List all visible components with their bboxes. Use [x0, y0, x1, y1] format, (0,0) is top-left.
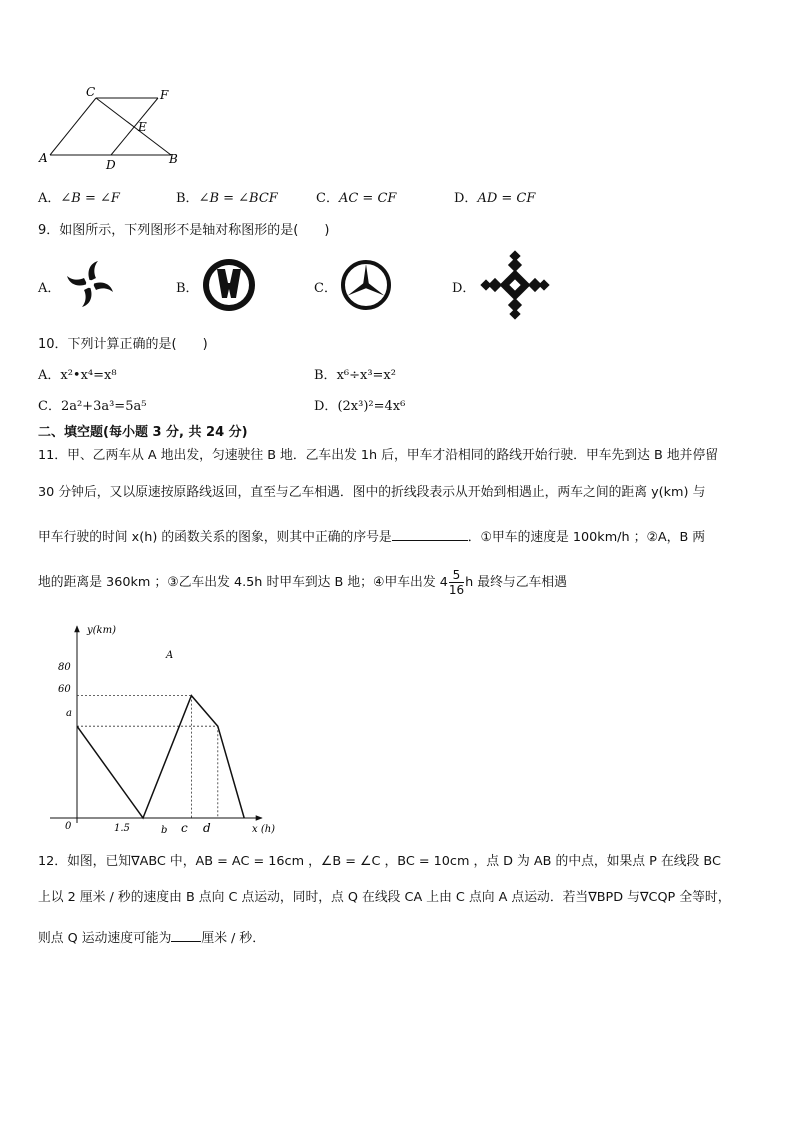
- q11-line-3-text: 甲车行驶的时间 x(h) 的函数关系的图象，则其中正确的序号是: [38, 530, 392, 545]
- vw-logo-icon[interactable]: [202, 258, 256, 312]
- q8-option-a[interactable]: [38, 187, 120, 206]
- y-axis-label: y(km): [87, 625, 116, 636]
- q10-option-a-letter: A．: [38, 368, 61, 383]
- q8-option-a-letter: A．: [38, 191, 61, 206]
- q8-option-a-text: ∠B = ∠F: [60, 191, 120, 206]
- q9-option-b-letter: B．: [176, 281, 199, 296]
- q11-fraction: [449, 568, 464, 597]
- x-tick-c: c: [181, 821, 188, 835]
- q10-stem: 10．下列计算正确的是( ): [38, 337, 208, 352]
- y-tick-80: 80: [58, 662, 71, 673]
- q8-option-c-letter: C．: [316, 191, 339, 206]
- label-d: D: [106, 158, 116, 170]
- q11-line-4: [38, 568, 567, 597]
- q8-option-c-text: AC = CF: [338, 191, 397, 206]
- parallelogram-figure: [36, 84, 186, 170]
- x-axis-label: x (h): [252, 824, 276, 835]
- q9-option-d-letter: D．: [452, 281, 476, 296]
- label-a: A: [39, 151, 48, 165]
- q12-answer-blank[interactable]: [171, 927, 201, 942]
- segment-cb: [96, 98, 171, 155]
- q10-option-c[interactable]: [38, 395, 146, 414]
- q8-option-b-letter: B．: [176, 191, 199, 206]
- q10-option-b-letter: B．: [314, 368, 337, 383]
- segment-ac: [50, 98, 96, 155]
- q10-option-d[interactable]: [314, 395, 405, 414]
- q8-option-c[interactable]: [316, 187, 396, 206]
- q10-option-c-text: 2a²+3a³=5a⁵: [60, 399, 147, 414]
- q12-line-3-text: 则点 Q 运动速度可能为: [38, 931, 172, 946]
- q11-line-2-unit: (km) 与: [658, 485, 706, 500]
- q12-line-3: [38, 927, 265, 948]
- cross-diamond-icon[interactable]: [480, 250, 550, 320]
- y-tick-a: a: [66, 708, 72, 719]
- q10-option-d-text: (2x³)²=4x⁶: [337, 399, 406, 414]
- segment-df: [111, 98, 158, 155]
- q11-line-1: 11．甲、乙两车从 A 地出发，匀速驶往 B 地．乙车出发 1h 后，甲车才沿相同的路线开始行驶．甲车先到达 B 地并停留: [38, 448, 719, 463]
- q10-option-b-text: x⁶÷x³=x²: [336, 368, 396, 383]
- q8-option-d-text: AD = CF: [477, 191, 536, 206]
- q10-option-a[interactable]: [38, 364, 117, 383]
- q12-line-2: 上以 2 厘米 / 秒的速度由 B 点向 C 点运动，同时，点 Q 在线段 CA 上由 C 点向 A 点运动．若当∇BPD 与∇CQP 全等时，: [38, 890, 731, 905]
- origin-label: 0: [65, 821, 72, 832]
- q11-line-4-text: 地的距离是 360km ；③乙车出发 4.5h 时甲车到达 B 地；④甲车出发 4: [38, 575, 448, 590]
- x-tick-1-5: 1.5: [114, 823, 130, 834]
- x-tick-d: d: [203, 821, 211, 835]
- mercedes-logo-icon[interactable]: [340, 259, 392, 311]
- q11-fraction-denominator: 16: [448, 583, 465, 597]
- q11-line-3: [38, 526, 705, 547]
- q8-option-b-text: ∠B = ∠BCF: [198, 191, 278, 206]
- q11-line-4-rest: h 最终与乙车相遇: [465, 575, 567, 590]
- section-title: 二、填空题(每小题 3 分, 共 24 分): [38, 425, 248, 440]
- q9-stem: 9．如图所示，下列图形不是轴对称图形的是( ): [38, 223, 330, 238]
- x-tick-b: b: [161, 825, 168, 836]
- label-e: E: [138, 120, 147, 134]
- q8-option-d-letter: D．: [454, 191, 478, 206]
- distance-time-graph: [40, 620, 290, 840]
- q8-option-b[interactable]: [176, 187, 278, 206]
- label-b: B: [169, 152, 178, 166]
- q11-line-3-rest: ．①甲车的速度是 100km/h ；②A，B 两: [467, 530, 706, 545]
- q10-option-c-letter: C．: [38, 399, 61, 414]
- distance-series-line: [77, 696, 244, 818]
- label-f: F: [160, 88, 169, 102]
- point-a-label: A: [166, 650, 174, 661]
- q11-line-2: [38, 484, 705, 502]
- q11-answer-blank[interactable]: [392, 526, 468, 541]
- q10-option-d-letter: D．: [314, 399, 338, 414]
- q9-option-a-letter: A．: [38, 281, 61, 296]
- q9-option-c-letter: C．: [314, 281, 337, 296]
- q10-option-b[interactable]: [314, 364, 396, 383]
- label-c: C: [86, 85, 96, 99]
- q11-fraction-numerator: 5: [449, 568, 464, 583]
- q12-line-1: 12．如图，已知∇ABC 中，AB = AC = 16cm ，∠B = ∠C ，BC = 10cm ，点 D 为 AB 的中点，如果点 P 在线段 BC: [38, 854, 721, 869]
- q11-line-2-text: 30 分钟后，又以原速按原路线返回，直至与乙车相遇．图中的折线段表示从开始到相遇止，两车之间的距离 y: [38, 485, 659, 500]
- q8-option-d[interactable]: [454, 187, 535, 206]
- pinwheel-icon[interactable]: [64, 258, 116, 310]
- q12-line-3-rest: 厘米 / 秒．: [201, 931, 266, 946]
- q10-option-a-text: x²•x⁴=x⁸: [60, 368, 117, 383]
- y-tick-60: 60: [58, 684, 71, 695]
